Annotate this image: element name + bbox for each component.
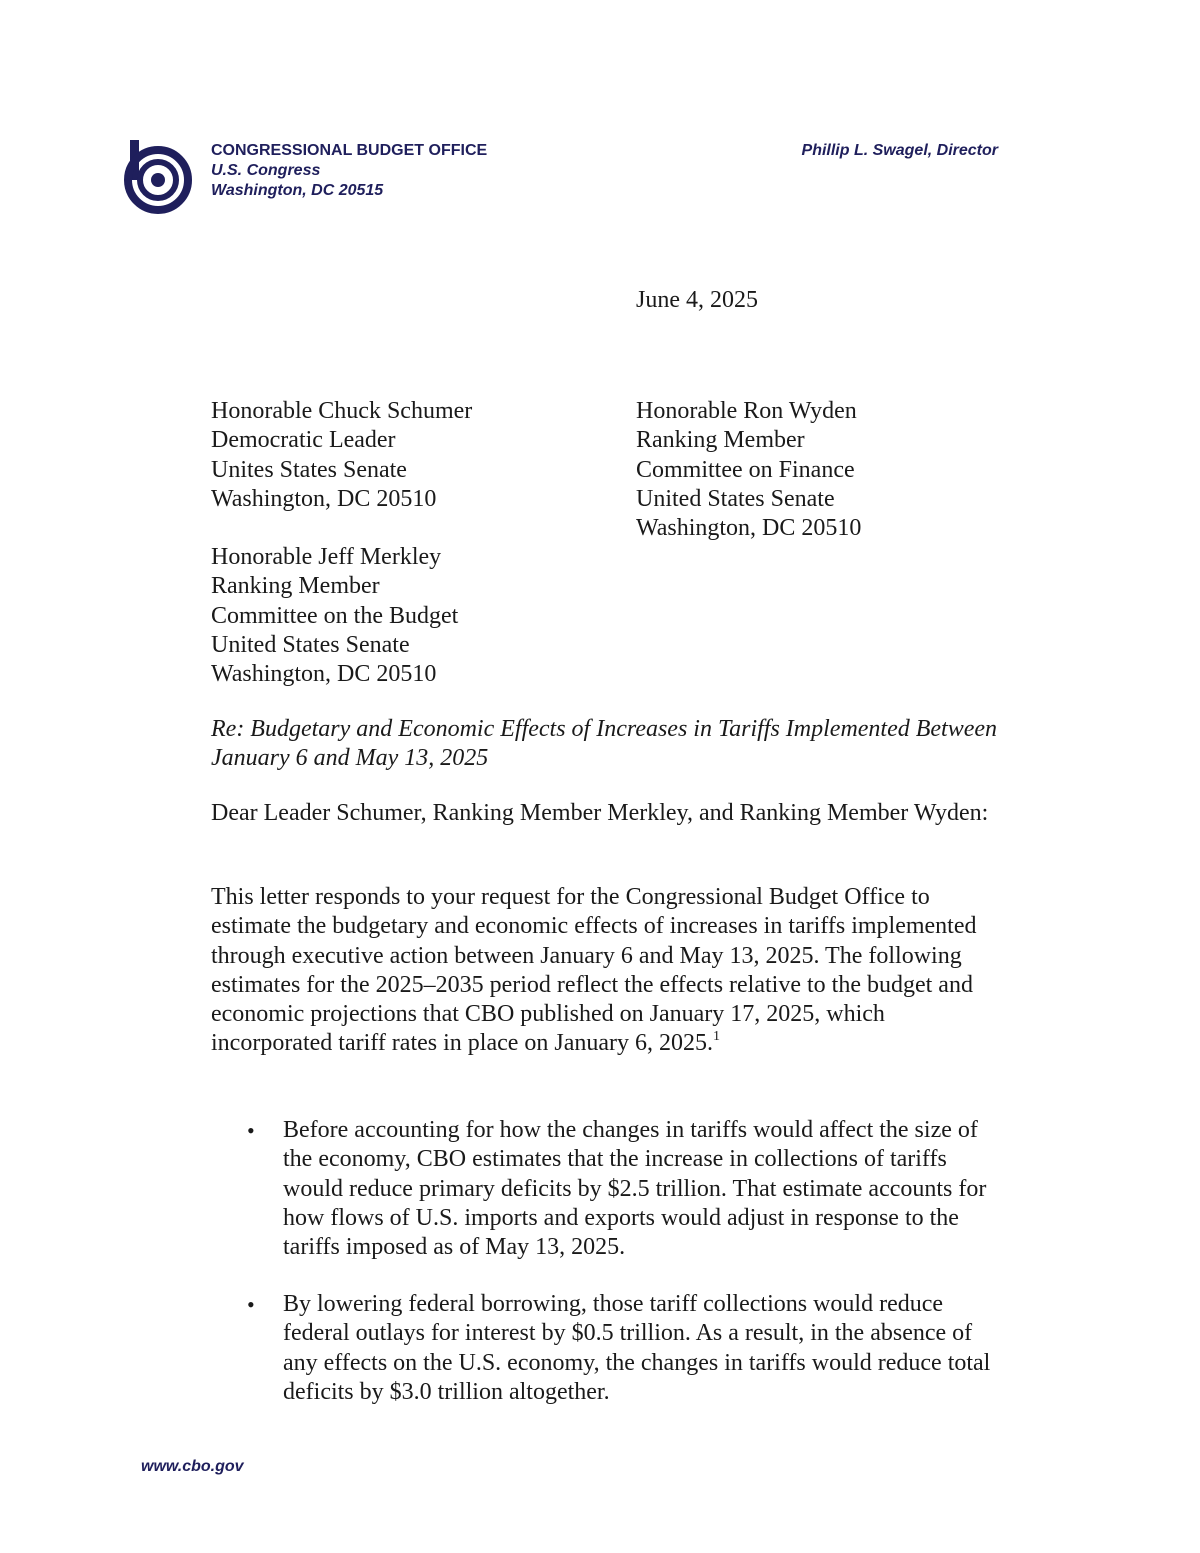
bullet-item bbox=[247, 1116, 1003, 1262]
address-line: Washington, DC 20510 bbox=[211, 485, 437, 512]
paragraph-text: This letter responds to your request for the Congressional Budget Office to estimate the budgetary and economic effects of increases in tariffs implemented through executive action between January 6 and May 13, 2025. The following estimates for the 2025–2035 period reflect the effects relative to the budget and economic projections that CBO published on January 17, 2025, which incorporated tariff rates in place on January 6, 2025. bbox=[211, 884, 977, 1057]
address-line: Committee on the Budget bbox=[211, 602, 459, 629]
org-line-2: U.S. Congress bbox=[211, 162, 321, 179]
address-line: Washington, DC 20510 bbox=[211, 661, 437, 688]
subject-line: Re: Budgetary and Economic Effects of Increases in Tariffs Implemented Between January 6 and May 13, 2025 bbox=[211, 716, 998, 772]
address-line: Honorable Ron Wyden bbox=[636, 398, 857, 424]
address-line: Honorable Jeff Merkley bbox=[211, 544, 442, 570]
body-paragraph bbox=[211, 883, 1001, 1059]
letterhead bbox=[124, 138, 1004, 218]
address-line: Committee on Finance bbox=[636, 456, 855, 483]
salutation: Dear Leader Schumer, Ranking Member Merkley, and Ranking Member Wyden: bbox=[211, 800, 989, 826]
letter-date: June 4, 2025 bbox=[636, 287, 758, 313]
address-line: Honorable Chuck Schumer bbox=[211, 398, 473, 424]
director-name: Phillip L. Swagel, Director bbox=[801, 142, 998, 159]
address-line: United States Senate bbox=[211, 631, 410, 658]
recipient-address-wyden bbox=[636, 397, 861, 543]
address-line: United States Senate bbox=[636, 485, 835, 512]
org-name: CONGRESSIONAL BUDGET OFFICE bbox=[211, 142, 488, 159]
address-line: Democratic Leader bbox=[211, 427, 396, 454]
address-line: Ranking Member bbox=[636, 427, 805, 454]
org-line-3: Washington, DC 20515 bbox=[211, 182, 384, 199]
bullet-icon: • bbox=[247, 1292, 255, 1317]
address-line: Unites States Senate bbox=[211, 456, 407, 483]
org-block bbox=[211, 141, 487, 201]
bullet-item bbox=[247, 1290, 1003, 1407]
footnote-ref: 1 bbox=[713, 1029, 721, 1045]
recipient-address-schumer bbox=[211, 397, 472, 514]
bullet-text: Before accounting for how the changes in tariffs would affect the size of the economy, CBO estimates that the increase in collections of tariffs would reduce primary deficits by $2.5 trillion. That estimate accounts for how flows of U.S. imports and exports would adjust in response to the tariffs imposed as of May 13, 2025. bbox=[283, 1117, 987, 1261]
recipient-address-merkley bbox=[211, 543, 458, 689]
address-line: Washington, DC 20510 bbox=[636, 515, 862, 542]
bullet-text: By lowering federal borrowing, those tariff collections would reduce federal outlays for interest by $0.5 trillion. As a result, in the absence of any effects on the U.S. economy, the changes in tariffs would reduce total deficits by $3.0 trillion altogether. bbox=[283, 1291, 991, 1405]
bullet-icon: • bbox=[247, 1118, 255, 1143]
cbo-logo-icon bbox=[124, 138, 192, 214]
footer-url[interactable]: www.cbo.gov bbox=[141, 1458, 244, 1475]
address-line: Ranking Member bbox=[211, 573, 380, 600]
